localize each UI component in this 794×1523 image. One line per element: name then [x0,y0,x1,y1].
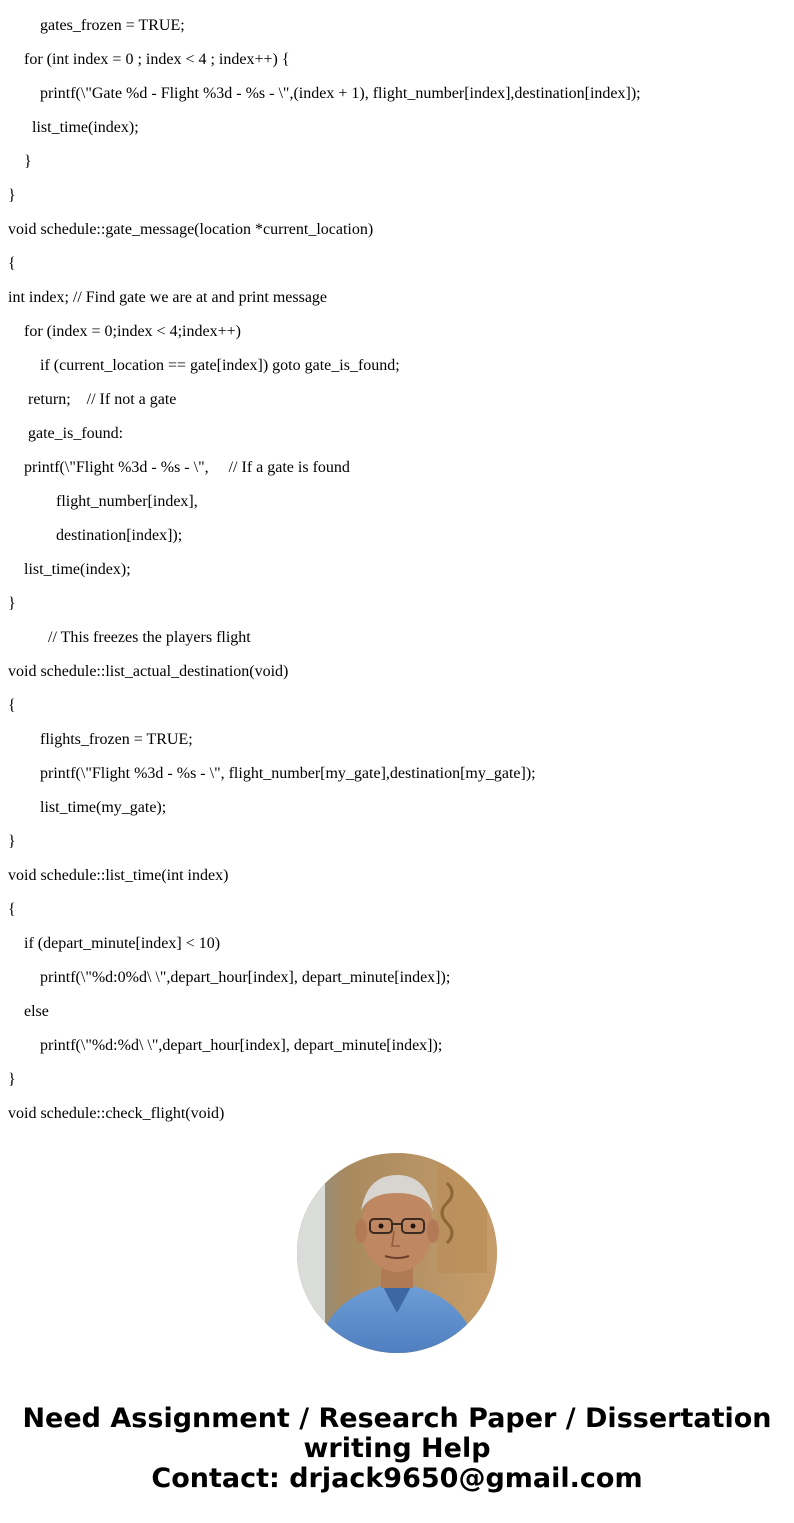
code-line: if (current_location == gate[index]) goto gate_is_found; [40,357,400,374]
code-line: } [8,833,16,850]
code-line: list_time(my_gate); [40,799,167,816]
code-line: void schedule::gate_message(location *current_location) [8,221,374,238]
author-avatar [297,1153,497,1353]
code-line: } [24,153,32,170]
code-line: flights_frozen = TRUE; [40,731,193,748]
code-line: gate_is_found: [24,425,124,442]
code-line: for (int index = 0 ; index < 4 ; index++) { [24,51,290,68]
code-line: for (index = 0;index < 4;index++) [24,323,241,340]
code-line: list_time(index); [32,119,139,136]
code-line: printf(\"Gate %d - Flight %3d - %s - \",(index + 1), flight_number[index],destination[index]); [40,85,641,102]
code-line: void schedule::check_flight(void) [8,1105,225,1122]
code-line [24,0,269,2]
code-line: printf(\"%d:0%d\ \",depart_hour[index], depart_minute[index]); [40,969,451,986]
code-line: printf(\"Flight %3d - %s - \", // If a gate is found [24,459,350,476]
code-line: if (depart_minute[index] < 10) [24,935,221,952]
code-line: else [24,1003,49,1020]
code-line: } [8,187,16,204]
code-line: void schedule::list_actual_destination(void) [8,663,289,680]
code-line: printf(\"Flight %3d - %s - \", flight_number[my_gate],destination[my_gate]); [40,765,536,782]
promo-headline: Need Assignment / Research Paper / Dissertation [22,1403,772,1434]
code-line: flight_number[index], [56,493,198,510]
code-line: { [8,697,16,714]
code-line: { [8,255,16,272]
promo-contact: Contact: drjack9650@gmail.com [151,1463,643,1494]
code-line: } [8,1071,16,1088]
code-line: printf(\"%d:%d\ \",depart_hour[index], depart_minute[index]); [40,1037,443,1054]
code-line: list_time(index); [24,561,131,578]
code-line: { [8,901,16,918]
code-line: return; // If not a gate [24,391,177,408]
person-portrait-icon [297,1153,497,1353]
code-line: destination[index]); [56,527,183,544]
code-line: void schedule::list_time(int index) [8,867,229,884]
code-line: gates_frozen = TRUE; [40,17,185,34]
code-line: } [8,595,16,612]
promo-subheadline: writing Help [303,1433,491,1464]
code-line: int index; // Find gate we are at and print message [8,289,328,306]
code-line: // This freezes the players flight [48,629,251,646]
